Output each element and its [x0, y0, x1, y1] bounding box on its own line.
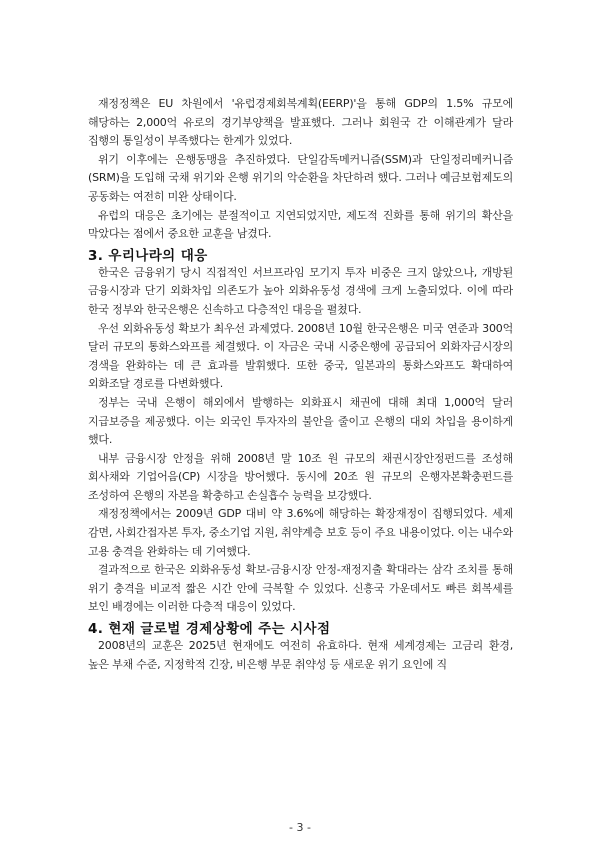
paragraph: 위기 이후에는 은행동맹을 추진하였다. 단일감독메커니즘(SSM)과 단일정리메커니즘(SRM)을 도입해 국채 위기와 은행 위기의 악순환을 차단하려 했다. 그러나 예금보험제도의 공동화는 여전히 미완 상태이다.: [88, 152, 513, 203]
section-4-body: [88, 637, 513, 674]
section-2-continued: [88, 95, 513, 244]
paragraph: 내부 금융시장 안정을 위해 2008년 말 10조 원 규모의 채권시장안정펀드를 조성해 회사채와 기업어음(CP) 시장을 방어했다. 동시에 20조 원 규모의 은행자본확충펀드를 조성하여 은행의 자본을 확충하고 손실흡수 능력을 보강했다.: [88, 451, 513, 502]
page-content: [88, 95, 513, 674]
paragraph: 정부는 국내 은행이 해외에서 발행하는 외화표시 채권에 대해 최대 1,000억 달러 지급보증을 제공했다. 이는 외국인 투자자의 불안을 줄이고 은행의 대외 차입을 용이하게 했다.: [88, 395, 513, 447]
section-4-heading: 4. 현재 글로벌 경제상황에 주는 시사점: [88, 621, 331, 638]
paragraph: 우선 외화유동성 확보가 최우선 과제였다. 2008년 10월 한국은행은 미국 연준과 300억 달러 규모의 통화스와프를 체결했다. 이 자금은 국내 시중은행에 공급되어 외화자금시장의 경색을 완화하는 데 큰 효과를 발휘했다. 또한 중국, 일본과의 통화스와프도 확대하여 외화조달 경로를 다변화했다.: [88, 321, 513, 391]
page-number: - 3 -: [289, 821, 311, 834]
section-3-heading: 3. 우리나라의 대응: [88, 247, 208, 264]
paragraph: 2008년의 교훈은 2025년 현재에도 여전히 유효하다. 현재 세계경제는 고금리 환경, 높은 부채 수준, 지정학적 긴장, 비은행 부문 취약성 등 새로운 위기 요인에 직: [88, 639, 513, 671]
paragraph: 유럽의 대응은 초기에는 분절적이고 지연되었지만, 제도적 진화를 통해 위기의 확산을 막았다는 점에서 중요한 교훈을 남겼다.: [88, 208, 513, 241]
paragraph: 결과적으로 한국은 외화유동성 확보-금융시장 안정-재정지출 확대라는 삼각 조치를 통해 위기 충격을 비교적 짧은 시간 안에 극복할 수 있었다. 신흥국 가운데서도 빠른 회복세를 보인 배경에는 이러한 다층적 대응이 있었다.: [88, 563, 513, 614]
paragraph: 재정정책에서는 2009년 GDP 대비 약 3.6%에 해당하는 확장재정이 집행되었다. 세제 감면, 사회간접자본 투자, 중소기업 지원, 취약계층 보호 등이 주요 내용이었다. 이는 내수와 고용 충격을 완화하는 데 기여했다.: [88, 507, 513, 558]
paragraph: 한국은 금융위기 당시 직접적인 서브프라임 모기지 투자 비중은 크지 않았으나, 개방된 금융시장과 단기 외화차입 의존도가 높아 외화유동성 경색에 크게 노출되었다. 이에 따라 한국 정부와 한국은행은 신속하고 다층적인 대응을 펼쳤다.: [88, 265, 513, 316]
paragraph: 재정정책은 EU 차원에서 '유럽경제회복계획(EERP)'을 통해 GDP의 1.5% 규모에 해당하는 2,000억 유로의 경기부양책을 발표했다. 그러나 회원국 간 이해관계가 달라 집행의 통일성이 부족했다는 한계가 있었다.: [88, 97, 513, 148]
section-3-body: [88, 264, 513, 617]
